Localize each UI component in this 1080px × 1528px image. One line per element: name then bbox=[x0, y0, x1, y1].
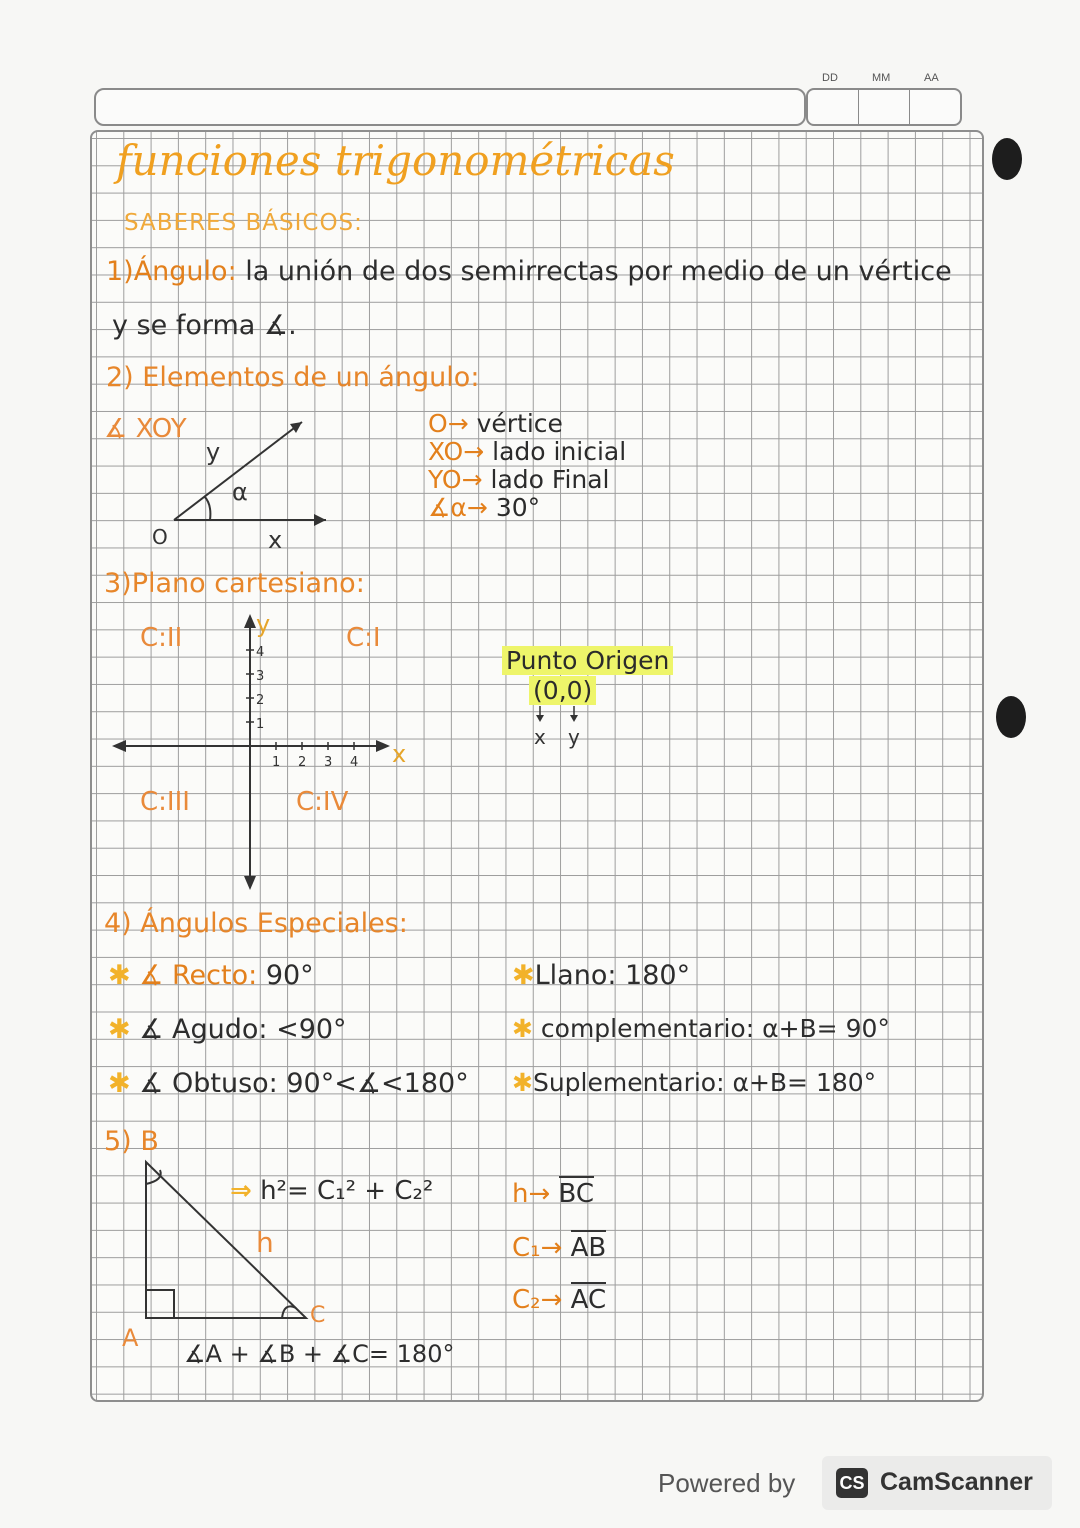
element-row: ∡α→ 30° bbox=[428, 493, 541, 522]
def-c1: C₁→ AB bbox=[512, 1230, 606, 1263]
date-label-day: DD bbox=[822, 72, 838, 84]
diagram-alpha-label: α bbox=[232, 478, 248, 506]
diagram-origin-label: O bbox=[152, 525, 168, 549]
quadrant-2-label: C:II bbox=[140, 623, 183, 653]
x-tick-1: 1 bbox=[272, 755, 281, 770]
hypotenuse-label: h bbox=[256, 1226, 274, 1259]
x-tick-3: 3 bbox=[324, 755, 333, 770]
section1-line1 bbox=[106, 256, 952, 287]
camscanner-badge bbox=[822, 1456, 1052, 1510]
title-box bbox=[94, 88, 806, 126]
angle-name: ∡ XOY bbox=[104, 414, 187, 444]
x-tick-4: 4 bbox=[350, 755, 359, 770]
x-tick-2: 2 bbox=[298, 755, 307, 770]
section1-text1: la unión de dos semirrectas por medio de un vértice bbox=[245, 256, 952, 287]
angle-elements bbox=[428, 410, 626, 522]
y-tick-2: 2 bbox=[256, 693, 265, 708]
element-row: O→ vértice bbox=[428, 409, 563, 438]
camscanner-logo-icon: CS bbox=[836, 1468, 868, 1498]
origin-arrows bbox=[526, 704, 596, 750]
page-title: funciones trigonométricas bbox=[116, 136, 675, 185]
section3-heading: 3)Plano cartesiano: bbox=[104, 568, 365, 599]
special-angle-llano: ✱Llano: 180° bbox=[512, 960, 691, 991]
def-c2: C₂→ AC bbox=[512, 1282, 606, 1315]
quadrant-3-label: C:III bbox=[140, 787, 190, 817]
origin-y-label: y bbox=[568, 725, 580, 749]
vertex-b-label: B bbox=[140, 1126, 159, 1157]
section1-text2: y se forma ∡. bbox=[112, 310, 297, 341]
y-tick-3: 3 bbox=[256, 669, 265, 684]
axis-x-label: x bbox=[392, 740, 407, 768]
saberes-heading: SABERES BÁSICOS: bbox=[124, 210, 363, 236]
angle-sum: ∡A + ∡B + ∡C= 180° bbox=[184, 1340, 455, 1368]
y-tick-1: 1 bbox=[256, 717, 265, 732]
camscanner-brand: CamScanner bbox=[880, 1468, 1033, 1496]
special-angle-recto: ✱ ∡ Recto: 90° bbox=[108, 960, 314, 991]
def-h: h→ BC bbox=[512, 1176, 594, 1209]
special-angle-suplementario: ✱Suplementario: α+B= 180° bbox=[512, 1068, 877, 1097]
special-angle-complementario: ✱ complementario: α+B= 90° bbox=[512, 1014, 890, 1043]
origin-x-label: x bbox=[534, 725, 546, 749]
special-angle-agudo: ✱ ∡ Agudo: <90° bbox=[108, 1014, 347, 1045]
diagram-y-label: y bbox=[206, 438, 221, 466]
angle-diagram bbox=[140, 400, 360, 560]
date-box bbox=[806, 88, 962, 126]
axis-y-label: y bbox=[256, 610, 271, 638]
date-label-year: AA bbox=[924, 72, 939, 84]
date-label-month: MM bbox=[872, 72, 891, 84]
vertex-c-label: C bbox=[310, 1303, 326, 1328]
origin-note bbox=[502, 646, 673, 706]
element-row: YO→ lado Final bbox=[428, 465, 610, 494]
special-angle-obtuso: ✱ ∡ Obtuso: 90°<∡<180° bbox=[108, 1068, 469, 1099]
quadrant-1-label: C:I bbox=[346, 623, 381, 653]
section4-heading: 4) Ángulos Especiales: bbox=[104, 908, 408, 939]
vertex-a-label: A bbox=[122, 1324, 139, 1350]
binder-hole-top bbox=[992, 138, 1022, 180]
section5-heading: 5) B bbox=[104, 1126, 159, 1157]
binder-hole-middle bbox=[996, 696, 1026, 738]
quadrant-4-label: C:IV bbox=[296, 787, 349, 817]
section1-heading: 1)Ángulo: bbox=[106, 256, 237, 287]
y-tick-4: 4 bbox=[256, 645, 265, 660]
element-row: XO→ lado inicial bbox=[428, 437, 627, 466]
powered-by-text: Powered by bbox=[658, 1468, 796, 1498]
section2-heading: 2) Elementos de un ángulo: bbox=[106, 362, 480, 393]
pythagoras-formula: ⇒ h²= C₁² + C₂² bbox=[230, 1176, 434, 1206]
cartesian-plane bbox=[100, 600, 440, 900]
origin-coords: (0,0) bbox=[529, 676, 596, 705]
origin-label: Punto Origen bbox=[502, 646, 673, 675]
diagram-x-label: x bbox=[268, 526, 283, 554]
